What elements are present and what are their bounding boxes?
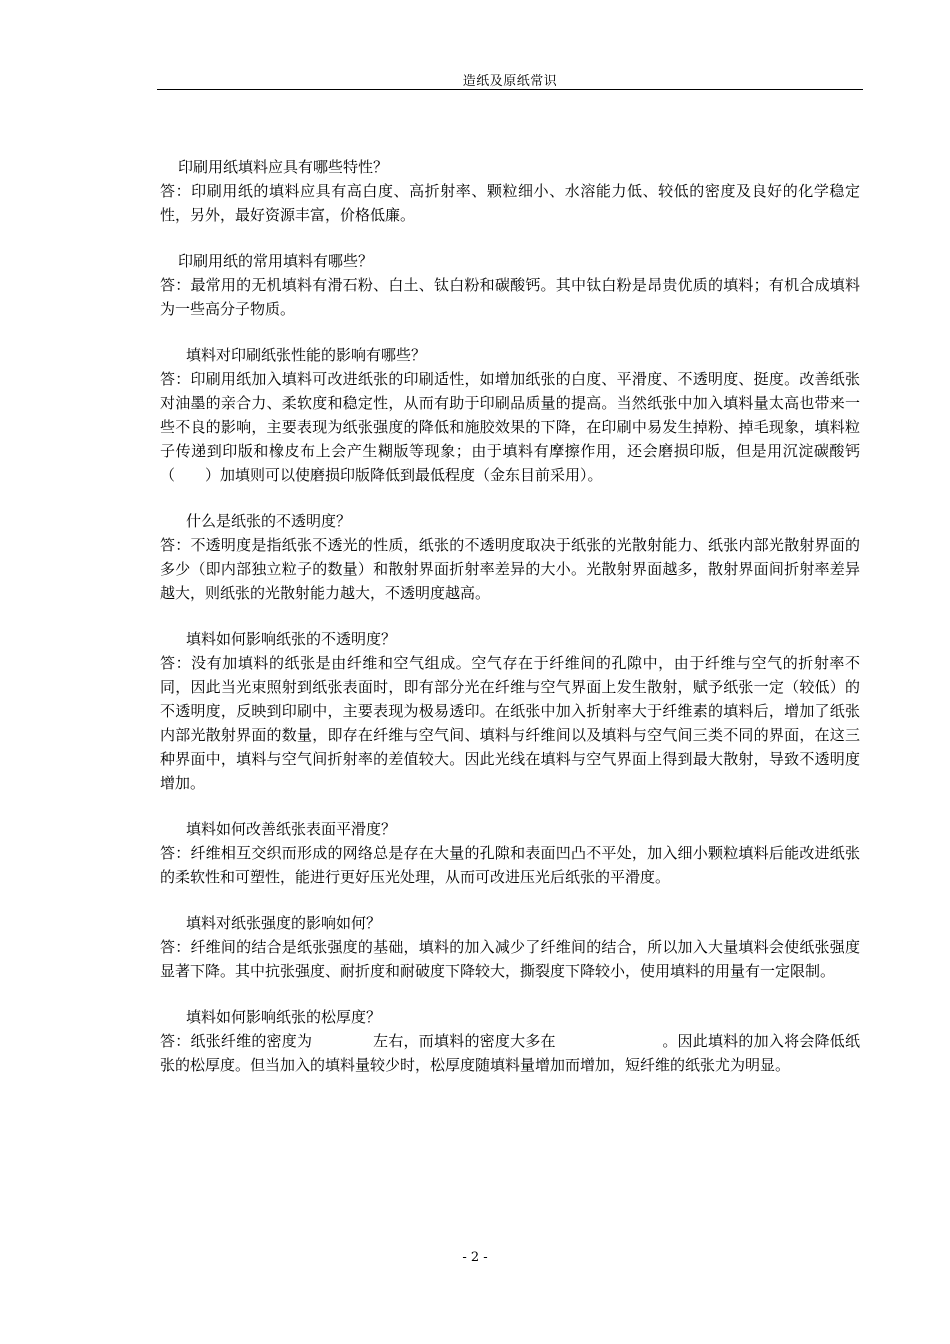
question-heading: 印刷用纸填料应具有哪些特性？ xyxy=(178,158,389,176)
question-heading: 印刷用纸的常用填料有哪些？ xyxy=(178,252,374,270)
answer-paragraph: 答：纤维间的结合是纸张强度的基础，填料的加入减少了纤维间的结合，所以加入大量填料会使纸张强度显著下降。其中抗张强度、耐折度和耐破度下降较大，撕裂度下降较小，使用填料的用量有一定限制。 xyxy=(160,938,860,980)
question-heading: 填料如何影响纸张的松厚度？ xyxy=(186,1008,382,1026)
question-heading: 填料如何改善纸张表面平滑度？ xyxy=(186,820,397,838)
answer-paragraph: 答：纸张纤维的密度为 左右，而填料的密度大多在 。因此填料的加入将会降低纸张的松厚度。但当加入的填料量较少时，松厚度随填料量增加而增加，短纤维的纸张尤为明显。 xyxy=(160,1032,860,1074)
document-body xyxy=(160,155,860,1099)
answer-paragraph: 答：没有加填料的纸张是由纤维和空气组成。空气存在于纤维间的孔隙中，由于纤维与空气的折射率不同，因此当光束照射到纸张表面时，即有部分光在纤维与空气界面上发生散射，赋予纸张一定（较低）的不透明度，反映到印刷中，主要表现为极易透印。在纸张中加入折射率大于纤维素的填料后，增加了纸张内部光散射界面的数量，即存在纤维与空气间、填料与纤维间以及填料与空气间三类不同的界面，在这三种界面中，填料与空气间折射率的差值较大。因此光线在填料与空气界面上得到最大散射，导致不透明度增加。 xyxy=(160,654,860,792)
qa-section xyxy=(160,817,860,889)
question-heading: 填料如何影响纸张的不透明度？ xyxy=(186,630,397,648)
answer-paragraph: 答：印刷用纸加入填料可改进纸张的印刷适性，如增加纸张的白度、平滑度、不透明度、挺度。改善纸张对油墨的亲合力、柔软度和稳定性，从而有助于印刷品质量的提高。当然纸张中加入填料量太高也带来一些不良的影响，主要表现为纸张强度的降低和施胶效果的下降，在印刷中易发生掉粉、掉毛现象，填料粒子传递到印版和橡皮布上会产生糊版等现象；由于填料有摩擦作用，还会磨损印版，但是用沉淀碳酸钙（ ）加填则可以使磨损印版降低到最低程度（金东目前采用）。 xyxy=(160,370,860,484)
question-heading: 填料对纸张强度的影响如何？ xyxy=(186,914,382,932)
question-heading: 什么是纸张的不透明度？ xyxy=(186,512,352,530)
answer-paragraph: 答：纤维相互交织而形成的网络总是存在大量的孔隙和表面凹凸不平处，加入细小颗粒填料后能改进纸张的柔软性和可塑性，能进行更好压光处理，从而可改进压光后纸张的平滑度。 xyxy=(160,844,860,886)
answer-paragraph: 答：最常用的无机填料有滑石粉、白土、钛白粉和碳酸钙。其中钛白粉是昂贵优质的填料；有机合成填料为一些高分子物质。 xyxy=(160,276,860,318)
page-number: - 2 - xyxy=(462,1250,488,1265)
header-divider xyxy=(157,89,863,90)
qa-section xyxy=(160,509,860,605)
page-header-title: 造纸及原纸常识 xyxy=(462,74,558,89)
qa-section xyxy=(160,911,860,983)
qa-section xyxy=(160,155,860,227)
answer-paragraph: 答：印刷用纸的填料应具有高白度、高折射率、颗粒细小、水溶能力低、较低的密度及良好的化学稳定性，另外，最好资源丰富，价格低廉。 xyxy=(160,182,860,224)
qa-section xyxy=(160,249,860,321)
qa-section xyxy=(160,627,860,795)
qa-section xyxy=(160,343,860,487)
qa-section xyxy=(160,1005,860,1077)
answer-paragraph: 答：不透明度是指纸张不透光的性质，纸张的不透明度取决于纸张的光散射能力、纸张内部光散射界面的多少（即内部独立粒子的数量）和散射界面折射率差异的大小。光散射界面越多，散射界面间折射率差异越大，则纸张的光散射能力越大，不透明度越高。 xyxy=(160,536,860,602)
question-heading: 填料对印刷纸张性能的影响有哪些？ xyxy=(186,346,427,364)
